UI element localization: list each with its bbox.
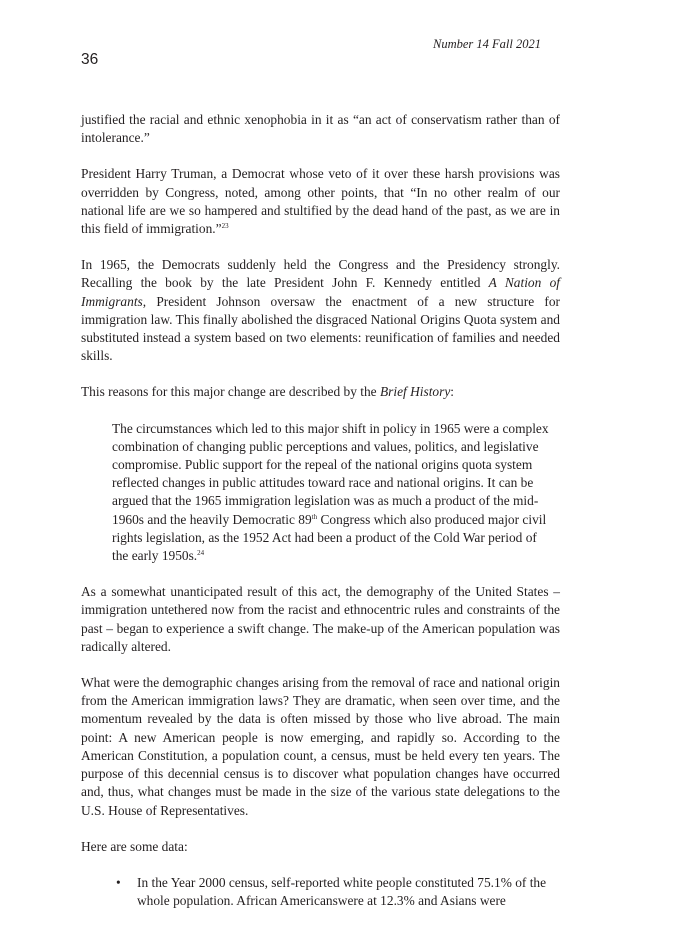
paragraph — [81, 383, 560, 401]
bullet-icon: • — [116, 874, 121, 890]
article-body — [81, 111, 560, 910]
book-title: A Nation of Immigrants — [81, 275, 560, 309]
data-list — [81, 874, 560, 910]
quote-text: The circumstances which led to this major shift in policy in 1965 were a complex combination of changing public perceptions and values, politics, and legislative compromise. Public support for the repeal of the national origins quota system reflected changes in public attitudes toward race and national origins. It can be argued that the 1965 immigration legislation was as much a product of the mid-1960s and the heavily Democratic 89 — [112, 420, 549, 527]
paragraph-text: President Harry Truman, a Democrat whose veto of it over these harsh provisions was overridden by Congress, noted, among other points, that “In no other realm of our national life are we so hampered and stultified by the dead hand of the past, as we are in this field of immigration.” — [81, 166, 560, 237]
paragraph-text: In 1965, the Democrats suddenly held the Congress and the Presidency strongly. Recalling the book by the late President John F. Kennedy entitled — [81, 257, 560, 291]
footnote-ref: 24 — [197, 549, 205, 558]
paragraph-text: , President Johnson oversaw the enactment of a new structure for immigration law. This finally abolished the disgraced National Origins Quota system and substituted instead a system based on two elements: reunification of families and needed skills. — [81, 293, 560, 364]
paragraph-text: This reasons for this major change are described by the — [81, 384, 380, 400]
journal-issue: Number 14 Fall 2021 — [433, 37, 541, 51]
page-number: 36 — [81, 51, 99, 68]
paragraph — [81, 256, 560, 365]
paragraph: justified the racial and ethnic xenophobia in it as “an act of conservatism rather than of intolerance.” — [81, 112, 560, 146]
list-item — [81, 874, 549, 910]
paragraph: Here are some data: — [81, 838, 188, 854]
block-quote — [112, 420, 552, 566]
paragraph-text: : — [450, 384, 454, 400]
paragraph — [81, 165, 560, 238]
paragraph: As a somewhat unanticipated result of this act, the demography of the United States – immigration untethered now from the racist and ethnocentric rules and constraints of the past – began to experience a swift change. The make-up of the American population was radically altered. — [81, 584, 560, 654]
quote-text: Congress which also produced major civil rights legislation, as the 1952 Act had been a product of the Cold War period of the early 1950s. — [112, 511, 547, 564]
footnote-ref: 23 — [221, 222, 229, 231]
book-title: Brief History — [379, 384, 451, 400]
paragraph: What were the demographic changes arising from the removal of race and national origin from the American immigration laws? They are dramatic, when seen over time, and the momentum revealed by the data is often missed by those who live abroad. The main point: A new American people is now emerging, and rapidly so. According to the American Constitution, a population count, a census, must be held every ten years. The purpose of this decennial census is to discover what population changes have occurred and, thus, what changes must be made in the size of the various state delegations to the U.S. House of Representatives. — [81, 675, 560, 818]
list-item-text: In the Year 2000 census, self-reported white people constituted 75.1% of the whole population. African Americanswere at 12.3% and Asians were — [137, 874, 547, 909]
ordinal-suffix: th — [311, 512, 318, 521]
